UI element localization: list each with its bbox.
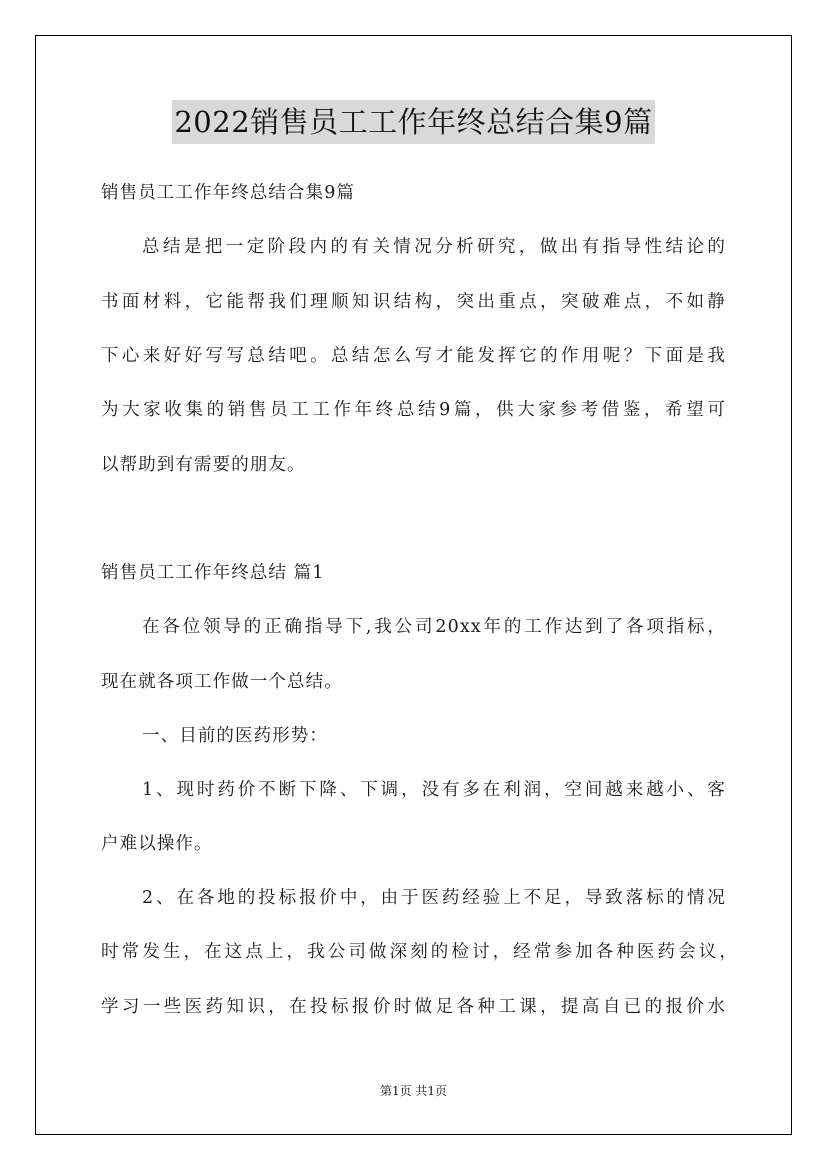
paragraph-line: 总结是把一定阶段内的有关情况分析研究，做出有指导性结论的: [142, 237, 726, 257]
paragraph-line: 以帮助到有需要的朋友。: [101, 455, 306, 475]
page-footer: 第1页 共1页: [379, 1084, 448, 1098]
paragraph-line: 一、目前的医药形势：: [142, 726, 328, 746]
title-wrap: [0, 100, 827, 144]
paragraph-line: 书面材料，它能帮我们理顺知识结构，突出重点，突破难点，不如静: [101, 292, 726, 312]
paragraph-line: 1、现时药价不断下降、下调，没有多在利润，空间越来越小、客: [142, 780, 726, 800]
paragraph-line: 户难以操作。: [101, 834, 213, 854]
subtitle: 销售员工工作年终总结合集9篇: [101, 183, 356, 203]
document-title: 2022销售员工工作年终总结合集9篇: [172, 100, 654, 144]
paragraph-line: 学习一些医药知识，在投标报价时做足各种工课，提高自已的报价水: [101, 997, 726, 1017]
paragraph-line: 为大家收集的销售员工工作年终总结9篇，供大家参考借鉴，希望可: [101, 400, 726, 420]
paragraph-line: 在各位领导的正确指导下,我公司20xx年的工作达到了各项指标，: [142, 617, 726, 637]
paragraph-line: 现在就各项工作做一个总结。: [101, 672, 343, 692]
section-heading: 销售员工工作年终总结 篇1: [101, 563, 325, 583]
paragraph-line: 2、在各地的投标报价中，由于医药经验上不足，导致落标的情况: [142, 888, 726, 908]
paragraph-line: 时常发生，在这点上，我公司做深刻的检讨，经常参加各种医药会议，: [101, 942, 738, 962]
paragraph-line: 下心来好好写写总结吧。总结怎么写才能发挥它的作用呢？下面是我: [101, 346, 726, 366]
